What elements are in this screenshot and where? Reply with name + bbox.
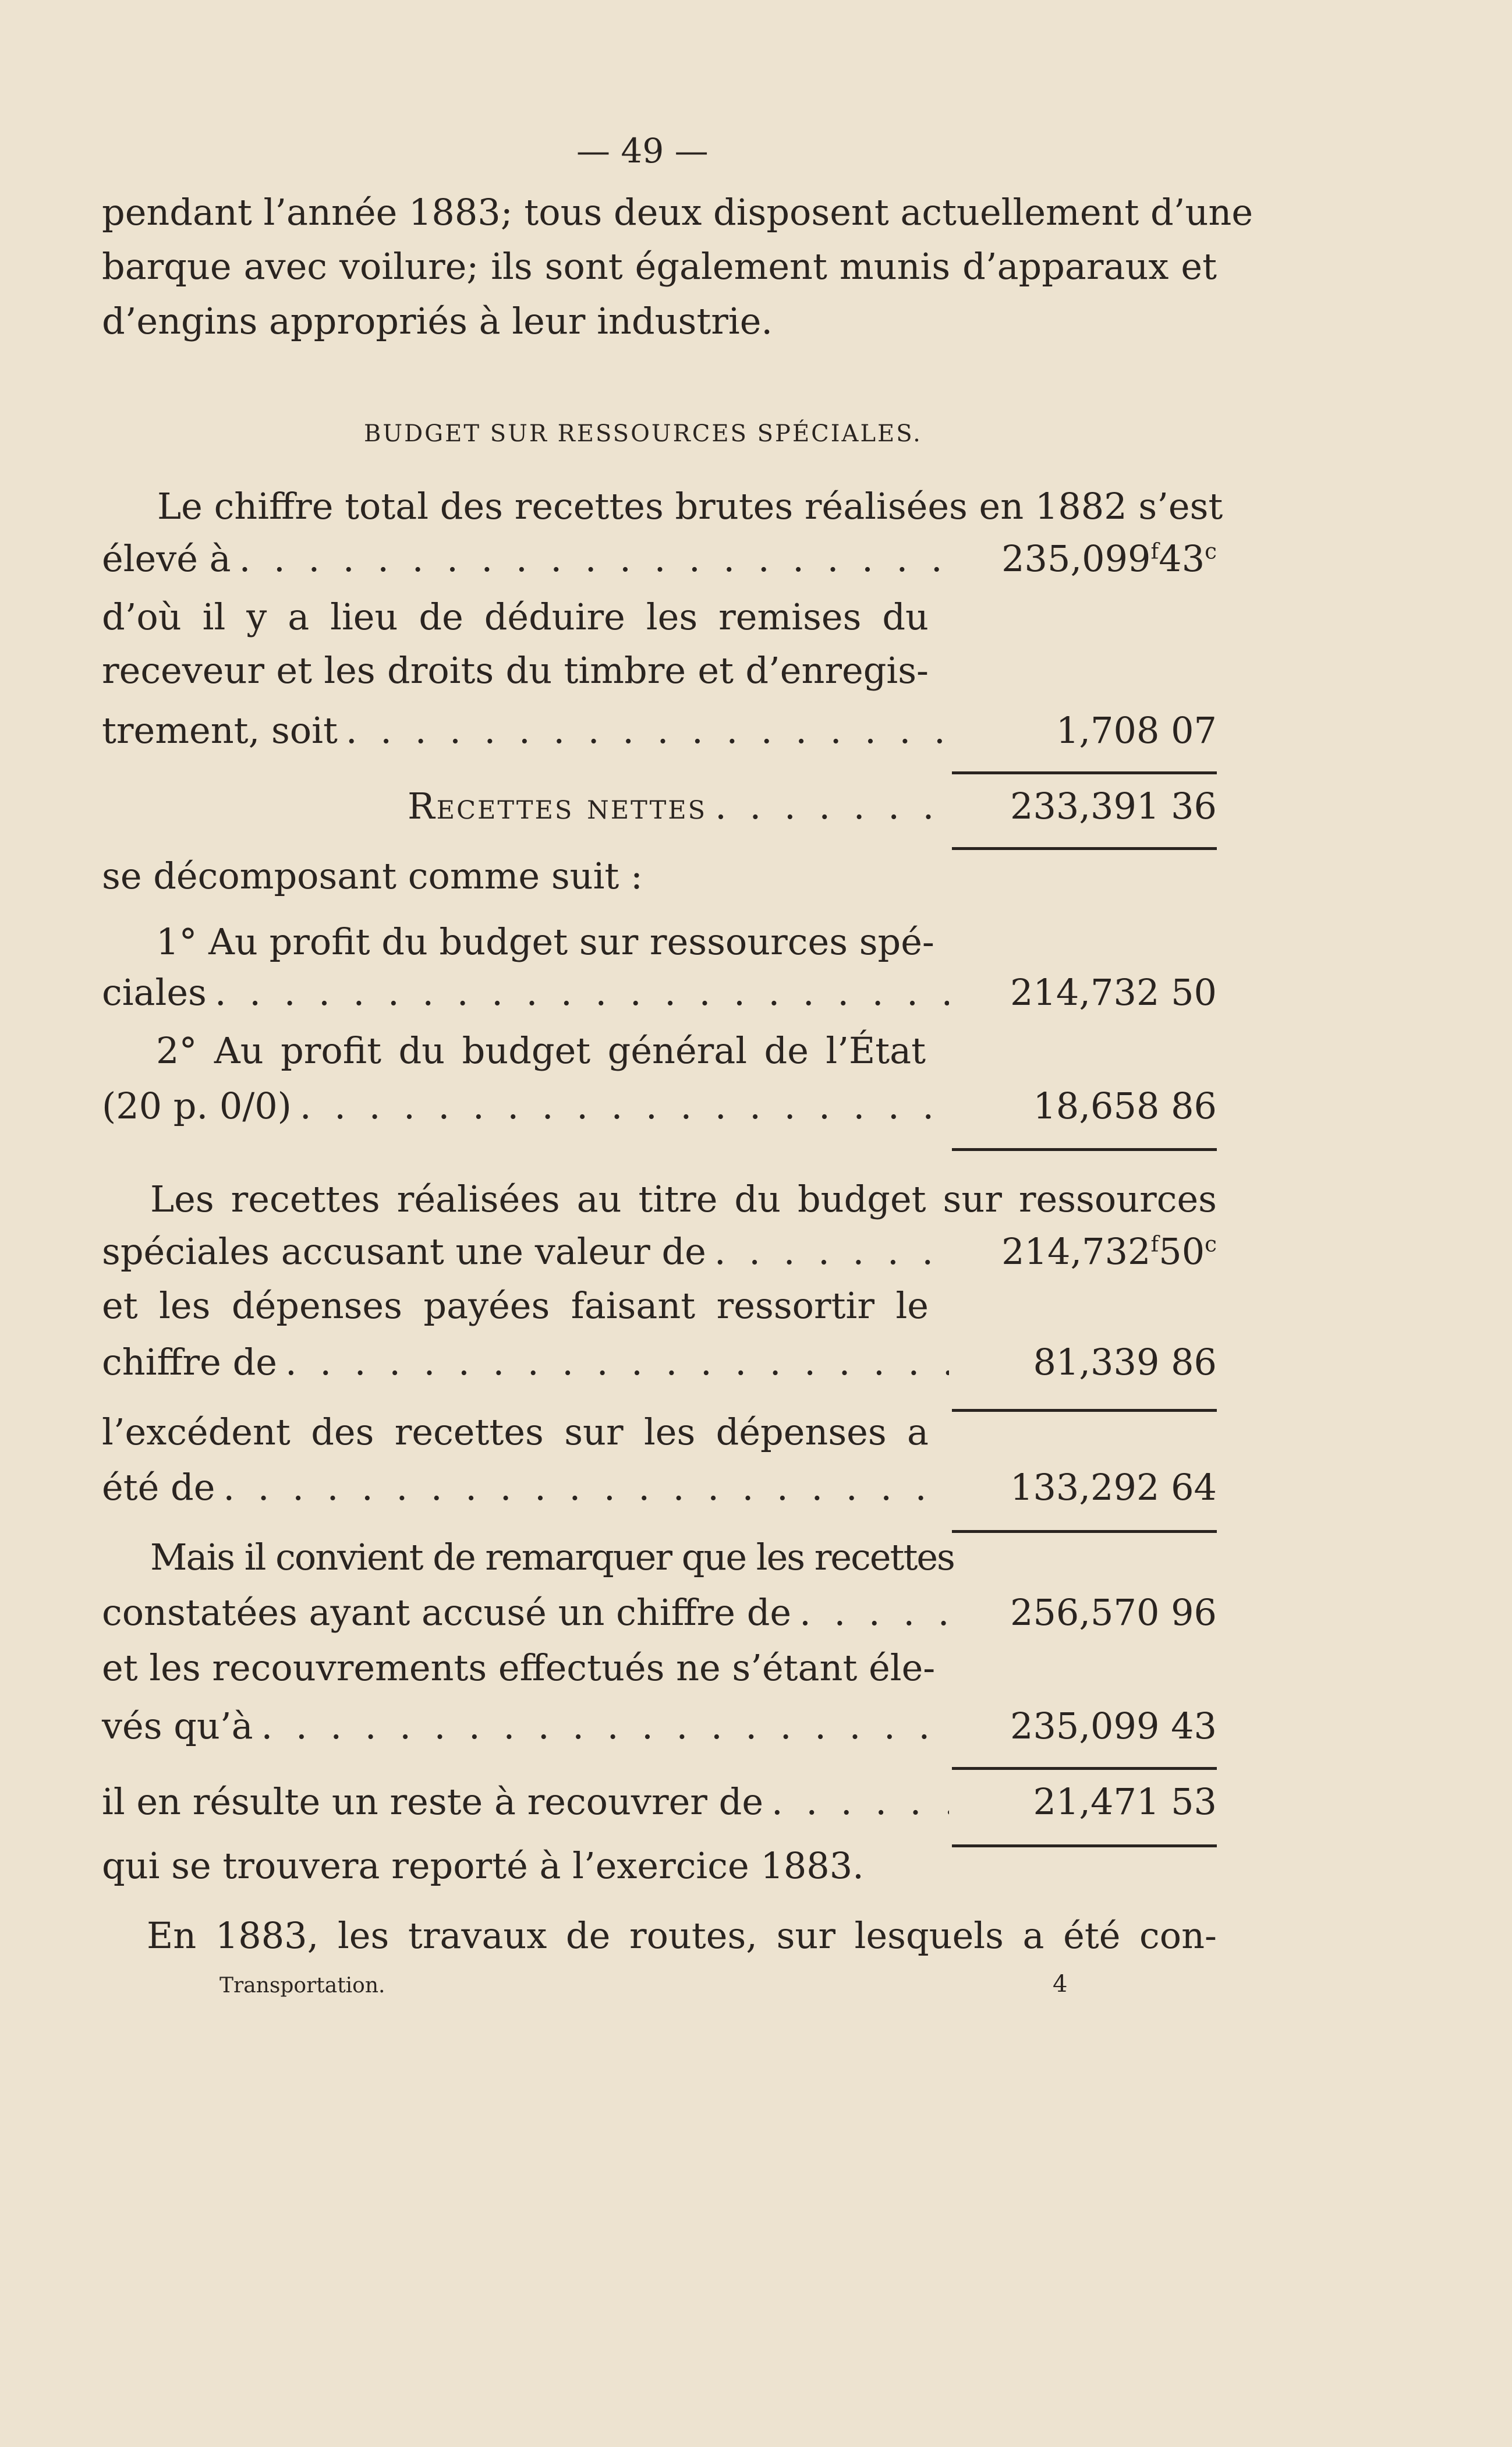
p2-row-excedent bbox=[102, 1464, 1217, 1511]
signature-mark: 4 bbox=[1053, 1971, 1068, 1998]
row-label: été de bbox=[102, 1466, 215, 1508]
row-amount: 235,099$^f$43$^c$ bbox=[1001, 537, 1217, 580]
row-amount: 256,570 96 bbox=[1010, 1591, 1217, 1634]
row-amount: 81,339 86 bbox=[1033, 1341, 1217, 1383]
row-amount: 21,471 53 bbox=[1033, 1780, 1217, 1823]
row-label: trement, soit bbox=[102, 709, 338, 752]
sum-rule bbox=[952, 1767, 1217, 1770]
row-label: Recettes nettes bbox=[408, 785, 707, 827]
leader-dots bbox=[207, 969, 949, 1016]
leader-dots bbox=[791, 1589, 949, 1636]
p3-row-constatees bbox=[102, 1589, 1217, 1636]
p3-line-1: Mais il convient de remarquer que les recettes bbox=[150, 1536, 954, 1578]
p3-line-3: et les recouvrements effectués ne s’étant éle- bbox=[102, 1646, 936, 1689]
leader-dots bbox=[253, 1703, 949, 1750]
decomp-intro: se décomposant comme suit : bbox=[102, 855, 643, 897]
sum-rule bbox=[952, 1409, 1217, 1412]
row-label: spéciales accusant une valeur de bbox=[102, 1230, 706, 1273]
p2-line-3: et les dépenses payées faisant ressortir le bbox=[102, 1284, 929, 1327]
row-amount: 1,708 07 bbox=[1056, 709, 1217, 752]
leader-dots bbox=[231, 536, 949, 582]
leader-dots bbox=[277, 1339, 949, 1386]
row-label: (20 p. 0/0) bbox=[102, 1085, 292, 1127]
decomp-item2-row bbox=[102, 1083, 1217, 1129]
page-number: — 49 — bbox=[576, 131, 709, 171]
decomp-item1-row bbox=[102, 969, 1217, 1016]
net-receipts-row bbox=[408, 783, 1217, 830]
last-line: En 1883, les travaux de routes, sur lesquels a été con- bbox=[147, 1914, 1217, 1957]
decomp-item2-line1: 2° Au profit du budget général de l’État bbox=[156, 1029, 926, 1072]
row-amount: 18,658 86 bbox=[1033, 1085, 1217, 1127]
leader-dots bbox=[707, 783, 949, 830]
leader-dots bbox=[706, 1228, 949, 1275]
row-amount: 214,732$^f$50$^c$ bbox=[1001, 1230, 1217, 1273]
leader-dots bbox=[292, 1083, 949, 1129]
intro-line-2: barque avec voilure; ils sont également munis d’apparaux et bbox=[102, 245, 1217, 288]
decomp-item1-line1: 1° Au profit du budget sur ressources spé- bbox=[156, 920, 934, 963]
row-amount: 233,391 36 bbox=[1010, 785, 1217, 827]
row-amount: 133,292 64 bbox=[1010, 1466, 1217, 1508]
p2-row-valeur bbox=[102, 1228, 1217, 1275]
p2-line-5: l’excédent des recettes sur les dépenses a bbox=[102, 1411, 929, 1453]
row-label: constatées ayant accusé un chiffre de bbox=[102, 1591, 792, 1634]
row-label: il en résulte un reste à recouvrer de bbox=[102, 1780, 764, 1823]
sum-rule bbox=[952, 1530, 1217, 1533]
p2-row-chiffre bbox=[102, 1339, 1217, 1386]
section-heading: BUDGET SUR RESSOURCES SPÉCIALES. bbox=[364, 420, 922, 447]
p1-row-eleve bbox=[102, 536, 1217, 582]
p3-row-recouvrements bbox=[102, 1703, 1217, 1750]
sum-rule bbox=[952, 771, 1217, 774]
p3-line-6: qui se trouvera reporté à l’exercice 1883. bbox=[102, 1844, 864, 1887]
intro-line-1: pendant l’année 1883; tous deux disposent actuellement d’une bbox=[102, 191, 1253, 233]
intro-line-3: d’engins appropriés à leur industrie. bbox=[102, 300, 773, 342]
p2-line-1: Les recettes réalisées au titre du budget sur ressources bbox=[150, 1178, 1217, 1220]
row-label: élevé à bbox=[102, 537, 231, 580]
row-label: vés qu’à bbox=[102, 1705, 253, 1747]
p1-line-3: d’où il y a lieu de déduire les remises du bbox=[102, 596, 929, 638]
leader-dots bbox=[338, 707, 949, 754]
p1-line-1: Le chiffre total des recettes brutes réalisées en 1882 s’est bbox=[157, 485, 1223, 527]
p1-row-trement bbox=[102, 707, 1217, 754]
p1-line-4: receveur et les droits du timbre et d’enregis- bbox=[102, 649, 929, 692]
row-amount: 235,099 43 bbox=[1010, 1705, 1217, 1747]
p3-row-reste bbox=[102, 1779, 1217, 1825]
row-label: ciales bbox=[102, 971, 207, 1014]
leader-dots bbox=[763, 1779, 949, 1825]
row-amount: 214,732 50 bbox=[1010, 971, 1217, 1014]
sum-rule bbox=[952, 1148, 1217, 1151]
row-label: chiffre de bbox=[102, 1341, 277, 1383]
footer-title: Transportation. bbox=[219, 1974, 385, 1998]
sum-rule bbox=[952, 847, 1217, 850]
leader-dots bbox=[215, 1464, 949, 1511]
